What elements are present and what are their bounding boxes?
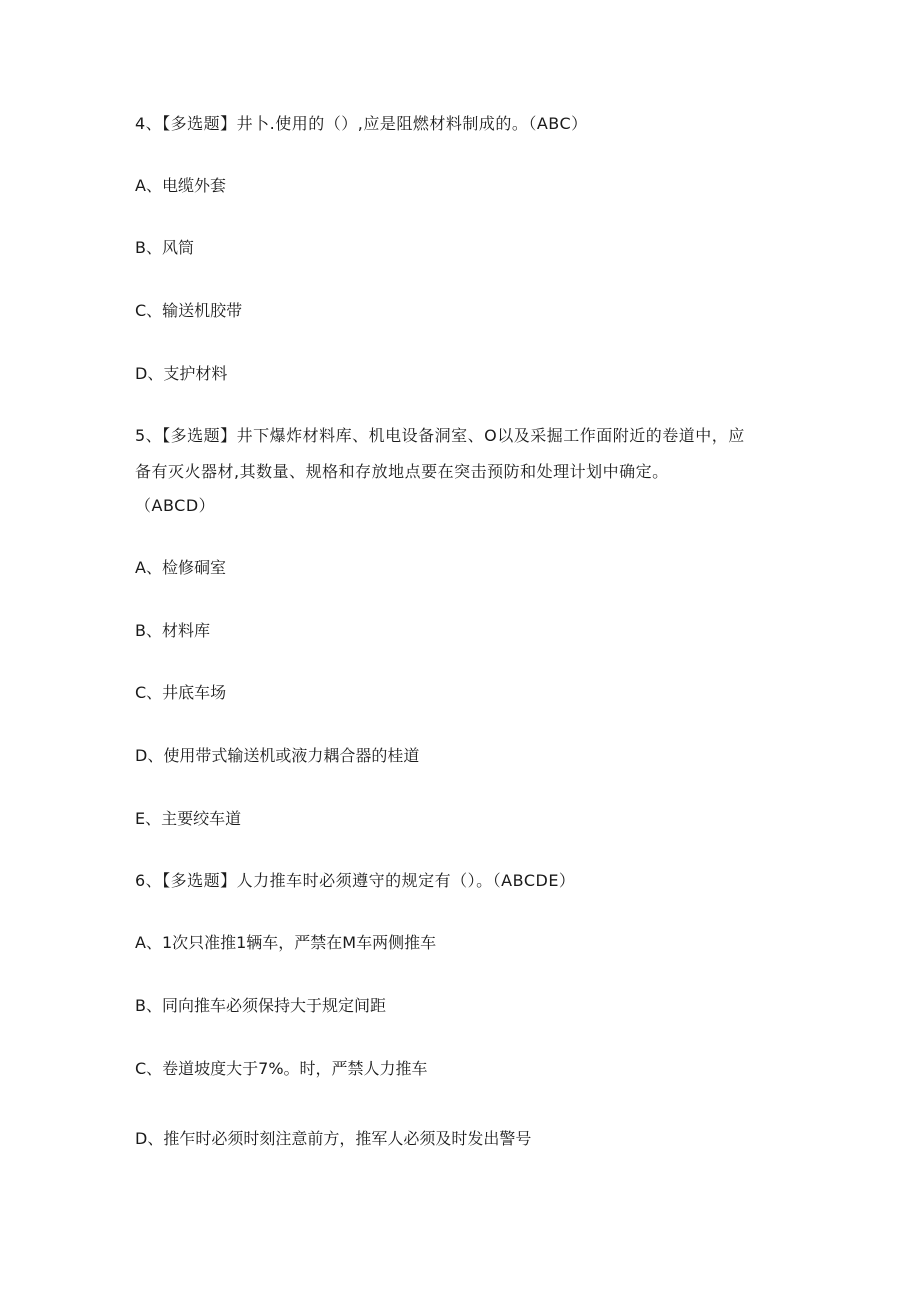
question-4-option-a: A、电缆外套	[135, 176, 226, 195]
question-6-option-d: D、推乍时必须时刻注意前方，推军人必须及时发出警号	[135, 1129, 532, 1148]
question-4-option-d: D、支护材料	[135, 364, 228, 383]
question-5-option-e: E、主要绞车道	[135, 809, 242, 828]
question-5-option-a: A、检修硐室	[135, 558, 226, 577]
question-5-option-d: D、使用带式输送机或液力耦合器的桂道	[135, 746, 420, 765]
question-6-option-c: C、卷道坡度大于7%。时，严禁人力推车	[135, 1059, 428, 1078]
question-4-stem: 4、【多选题】井卜.使用的（）,应是阻燃材料制成的。（ABC）	[135, 114, 588, 133]
question-6-option-a: A、1次只准推1辆车，严禁在M车两侧推车	[135, 933, 437, 952]
question-6-option-b: B、同向推车必须保持大于规定间距	[135, 996, 386, 1015]
question-6-stem: 6、【多选题】人力推车时必须遵守的规定有（）。（ABCDE）	[135, 871, 576, 890]
question-5-option-b: B、材料库	[135, 621, 210, 640]
question-5-answer: （ABCD）	[135, 496, 216, 515]
question-4-option-c: C、输送机胶带	[135, 301, 243, 320]
question-5-stem-line-1: 5、【多选题】井下爆炸材料库、机电设备洞室、O以及采掘工作面附近的卷道中，应	[135, 426, 745, 445]
question-5-stem-line-2: 备有灭火器材,其数量、规格和存放地点要在突击预防和处理计划中确定。	[135, 462, 669, 481]
question-5-option-c: C、井底车场	[135, 683, 227, 702]
question-4-option-b: B、风筒	[135, 238, 194, 257]
